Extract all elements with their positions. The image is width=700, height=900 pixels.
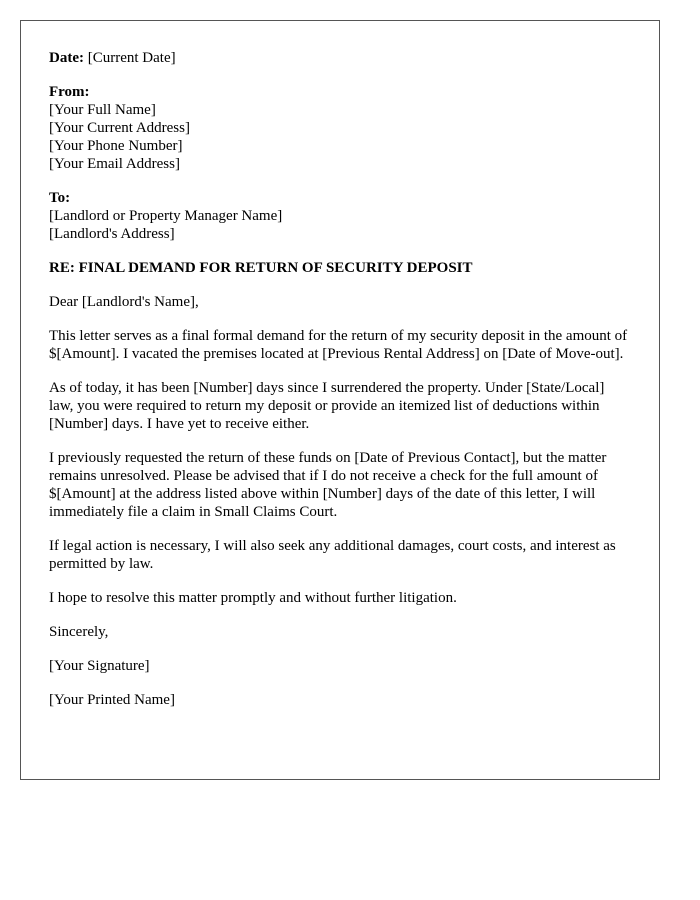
sender-email: [Your Email Address] xyxy=(49,156,180,172)
body-paragraph: If legal action is necessary, I will also seek any additional damages, court costs, and interest as permitted by law. xyxy=(49,538,616,572)
from-label: From: xyxy=(49,84,90,100)
recipient-address: [Landlord's Address] xyxy=(49,226,175,242)
recipient-block xyxy=(49,189,631,243)
signature-placeholder: [Your Signature] xyxy=(49,658,150,674)
date-label: Date: xyxy=(49,50,84,66)
salutation: Dear [Landlord's Name], xyxy=(49,294,199,310)
closing: Sincerely, xyxy=(49,624,109,640)
sender-address: [Your Current Address] xyxy=(49,120,190,136)
date-block xyxy=(49,49,631,67)
printed-name-placeholder: [Your Printed Name] xyxy=(49,692,175,708)
body-paragraph: As of today, it has been [Number] days since I surrendered the property. Under [State/Local] law, you were required to return my deposit or provide an itemized list of deductions within [Number] days. I have yet to receive either. xyxy=(49,380,605,432)
body-paragraph: I previously requested the return of these funds on [Date of Previous Contact], but the matter remains unresolved. Please be advised that if I do not receive a check for the full amount of $[Amount] at the address listed above within [Number] days of the date of this letter, I will immediately file a claim in Small Claims Court. xyxy=(49,450,607,520)
sender-name: [Your Full Name] xyxy=(49,102,156,118)
sender-phone: [Your Phone Number] xyxy=(49,138,183,154)
sender-block xyxy=(49,83,631,173)
body-paragraph: I hope to resolve this matter promptly and without further litigation. xyxy=(49,590,457,606)
letter-page xyxy=(20,20,660,780)
subject-line: RE: FINAL DEMAND FOR RETURN OF SECURITY DEPOSIT xyxy=(49,260,473,276)
body-paragraph: This letter serves as a final formal demand for the return of my security deposit in the amount of $[Amount]. I vacated the premises located at [Previous Rental Address] on [Date of Move-out]. xyxy=(49,328,628,362)
recipient-name: [Landlord or Property Manager Name] xyxy=(49,208,283,224)
to-label: To: xyxy=(49,190,71,206)
date-value: [Current Date] xyxy=(87,50,176,66)
